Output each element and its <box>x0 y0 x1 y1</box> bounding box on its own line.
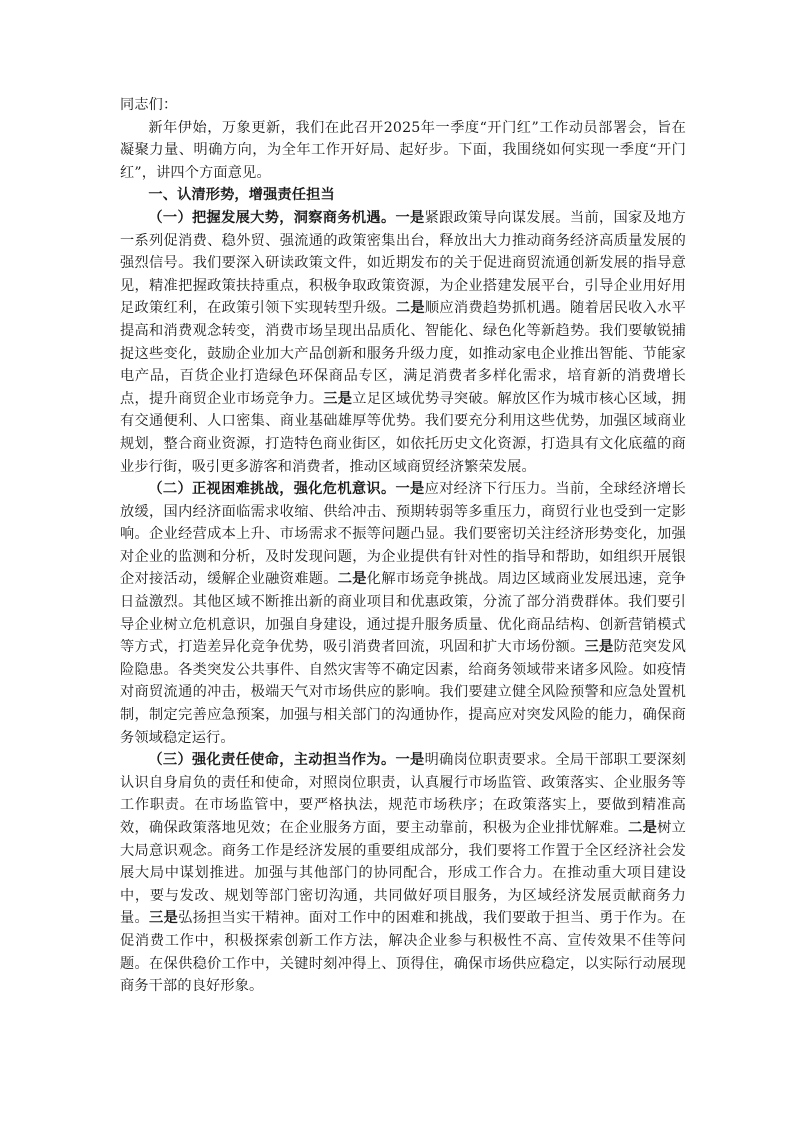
section-1-heading: 一、认清形势，增强责任担当 <box>148 187 335 204</box>
point-1-text: 应对经济下行压力。当前，全球经济增长放缓，国内经济面临需求收缩、供给冲击、预期转弱等多重压力，商贸行业也受到一定影响。企业经营成本上升、市场需求不振等问题凸显。我们要密切关注经济形势变化，加强对企业的监测和分析，及时发现问题，为企业提供有针对性的指导和帮助，如组织开展银企对接活动，缓解企业融资难题。 <box>120 481 686 588</box>
point-3-text: 立足区域优势寻突破。解放区作为城市核心区域，拥有交通便利、人口密集、商业基础雄厚等优势。我们要充分利用这些优势，加强区域商业规划，整合商业资源，打造特色商业街区，如依托历史文化资源，打造具有文化底蕴的商业步行街，吸引更多游客和消费者，推动区域商贸经济繁荣发展。 <box>120 390 687 475</box>
point-1-text: 明确岗位职责要求。全局干部职工要深刻认识自身肩负的责任和使命，对照岗位职责，认真履行市场监管、政策落实、企业服务等工作职责。在市场监管中，要严格执法，规范市场秩序；在政策落实上，要做到精准高效，确保政策落地见效；在企业服务方面，要主动靠前，积极为企业排忧解难。 <box>120 752 686 836</box>
subsection-3-paragraph <box>120 749 686 998</box>
point-1-text: 紧跟政策导向谋发展。当前，国家及地方一系列促消费、稳外贸、强流通的政策密集出台，释放出大力推动商务经济高质量发展的强烈信号。我们要深入研读政策文件，如近期发布的关于促进商贸流通创新发展的指导意见，精准把握政策扶持重点，积极争取政策资源，为企业搭建发展平台，引导企业用好用足政策红利，在政策引领下实现转型升级。 <box>120 209 686 317</box>
point-3-label: 三是 <box>584 639 614 656</box>
point-1-label: 一是 <box>395 209 425 226</box>
subsection-1-title: （一）把握发展大势，洞察商务机遇。 <box>148 209 396 226</box>
point-3-label: 三是 <box>149 910 179 927</box>
subsection-1-paragraph <box>120 207 686 478</box>
point-2-label: 二是 <box>395 300 425 317</box>
point-1-label: 一是 <box>395 481 425 498</box>
subsection-2-paragraph <box>120 478 686 749</box>
salutation: 同志们： <box>120 97 178 113</box>
point-2-text: 顺应消费趋势抓机遇。随着居民收入水平提高和消费观念转变，消费市场呈现出品质化、智能化、绿色化等新趋势。我们要敏锐捕捉这些变化，鼓励企业加大产品创新和服务升级力度，如推动家电企业推出智能、节能家电产品，百货企业打造绿色环保商品专区，满足消费者多样化需求，培育新的消费增长点，提升商贸企业市场竞争力。 <box>120 300 686 407</box>
point-2-text: 树立大局意识观念。商务工作是经济发展的重要组成部分，我们要将工作置于全区经济社会发展大局中谋划推进。加强与其他部门的协同配合，形成工作合力。在推动重大项目建设中，要与发改、规划等部门密切沟通，共同做好项目服务，为区域经济发展贡献商务力量。 <box>120 820 686 927</box>
point-3-label: 三是 <box>323 390 353 407</box>
subsection-2-title: （二）正视困难挑战，强化危机意识。 <box>148 481 396 498</box>
subsection-3-title: （三）强化责任使命，主动担当作为。 <box>148 752 396 769</box>
intro-paragraph: 新年伊始，万象更新，我们在此召开2025年一季度“开门红”工作动员部署会，旨在凝聚力量、明确方向，为全年工作开好局、起好步。下面，我围绕如何实现一季度“开门红”，讲四个方面意见。 <box>120 119 686 181</box>
point-3-text: 防范突发风险隐患。各类突发公共事件、自然灾害等不确定因素，给商务领域带来诸多风险。如疫情对商贸流通的冲击，极端天气对市场供应的影响。我们要建立健全风险预警和应急处置机制，制定完善应急预案，加强与相关部门的沟通协作，提高应对突发风险的能力，确保商务领域稳定运行。 <box>120 639 686 746</box>
point-1-label: 一是 <box>395 752 425 769</box>
point-3-text: 弘扬担当实干精神。面对工作中的困难和挑战，我们要敢于担当、勇于作为。在促消费工作中，积极探索创新工作方法，解决企业参与积极性不高、宣传效果不佳等问题。在保供稳价工作中，关键时刻冲得上、顶得住，确保市场供应稳定，以实际行动展现商务干部的良好形象。 <box>120 910 686 995</box>
point-2-label: 二是 <box>337 571 367 588</box>
document-page <box>120 94 686 998</box>
point-2-text: 化解市场竞争挑战。周边区域商业发展迅速，竞争日益激烈。其他区域不断推出新的商业项目和优惠政策，分流了部分消费群体。我们要引导企业树立危机意识，加强自身建设，通过提升服务质量、优化商品结构、创新营销模式等方式，打造差异化竞争优势，吸引消费者回流，巩固和扩大市场份额。 <box>120 571 686 656</box>
point-2-label: 二是 <box>628 820 658 836</box>
